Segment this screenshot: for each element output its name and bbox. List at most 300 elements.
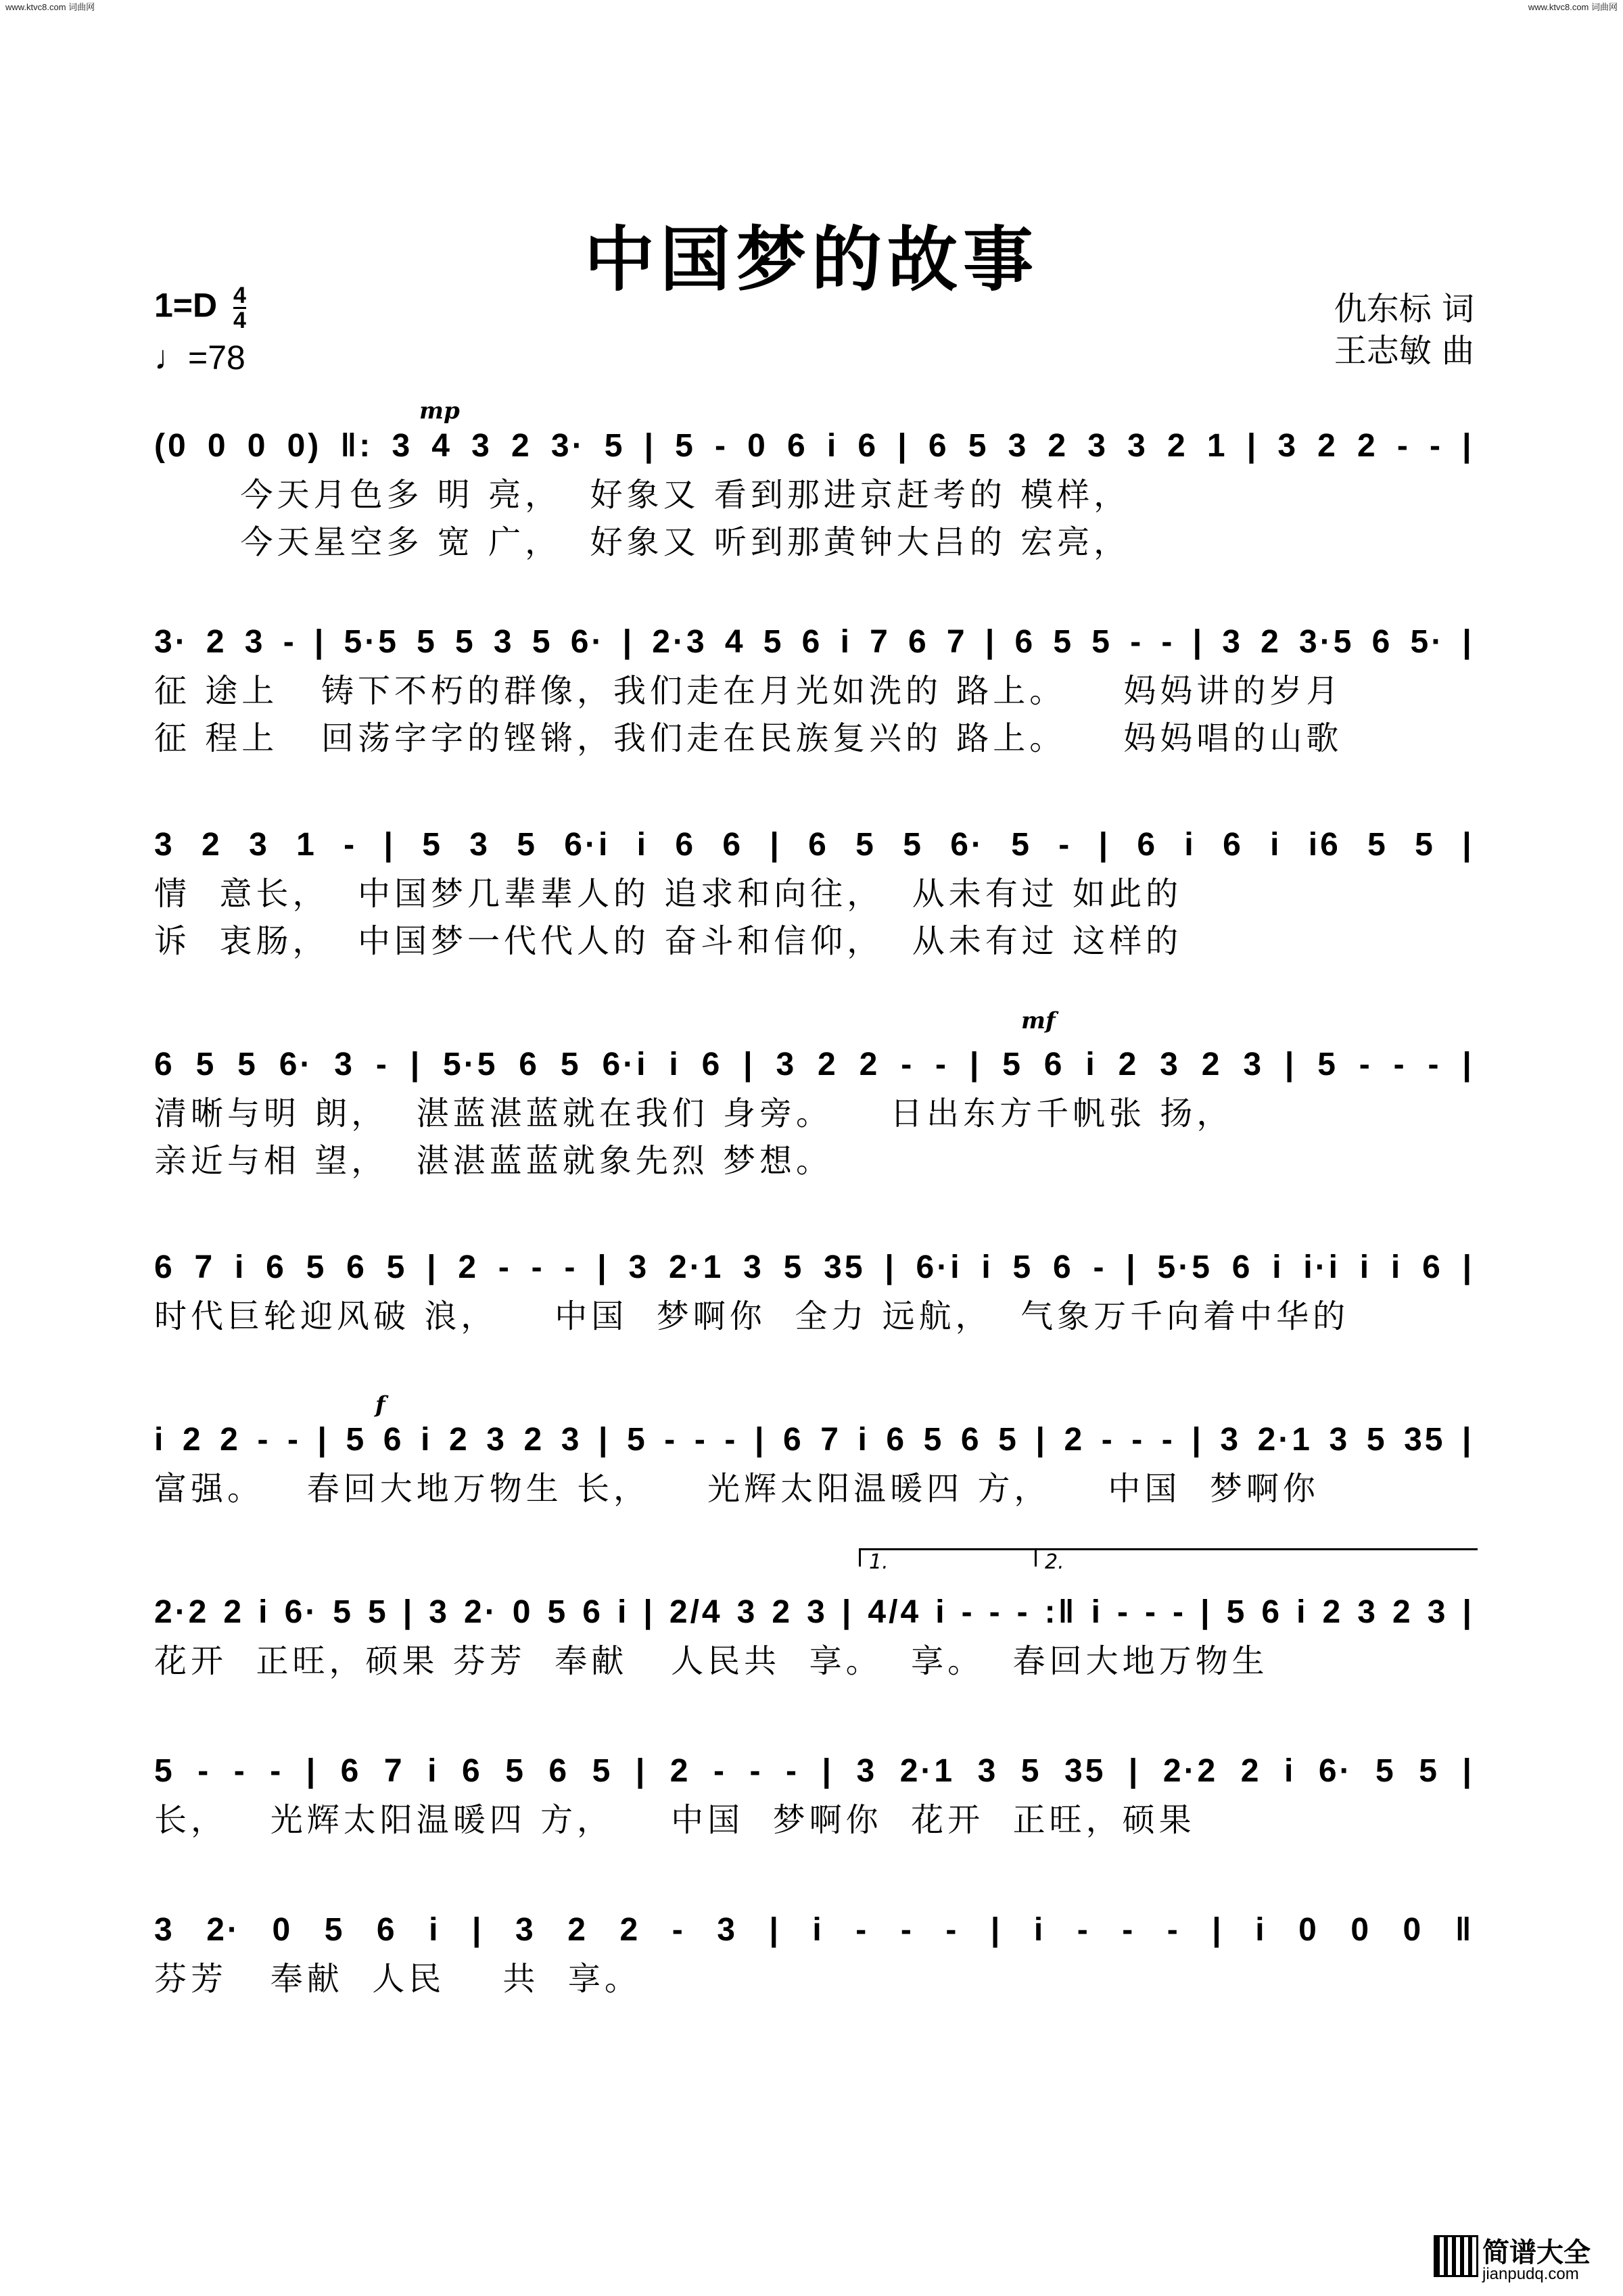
note-token: - (961, 1594, 975, 1630)
barline: | (743, 1047, 755, 1082)
note-token: 5 (627, 1422, 648, 1458)
note-token: 2 (1048, 428, 1069, 464)
note-token: - (283, 624, 297, 660)
note-token: 3· (550, 428, 586, 464)
barline: :‖ (1044, 1594, 1077, 1630)
note-token: - (531, 1249, 545, 1285)
note-token: 2 (772, 1594, 793, 1630)
note-token: 7 (946, 624, 968, 660)
note-token: i·i (1303, 1249, 1340, 1285)
note-token: - (935, 1047, 949, 1082)
note-token: 3 (1329, 1422, 1350, 1458)
note-token: 5 (1091, 624, 1112, 660)
note-token: 5 (1317, 1047, 1338, 1082)
note-token: 6 (1014, 624, 1036, 660)
note-token: 3 (334, 1047, 355, 1082)
note-token: 5 (368, 1594, 389, 1630)
note-token: 5 (324, 1912, 346, 1948)
note-token: - (989, 1594, 1003, 1630)
barline: | (985, 624, 997, 660)
note-token: i (981, 1249, 993, 1285)
note-token: 3 (1220, 1422, 1242, 1458)
note-token: - (901, 1047, 915, 1082)
note-token: 2·1 (668, 1249, 724, 1285)
note-token: i (427, 1753, 440, 1789)
note-token: i (669, 1047, 681, 1082)
site-logo[interactable] (1434, 2235, 1603, 2282)
note-token: 5 (1415, 827, 1436, 863)
note-token: 3 (244, 624, 266, 660)
dynamic-f: f (375, 1391, 385, 1418)
note-token: i (617, 1594, 630, 1630)
note-token: 6·i (916, 1249, 962, 1285)
note-token: 3 (743, 1249, 764, 1285)
note-token: 5 (1419, 1753, 1440, 1789)
note-token: 5 (903, 827, 924, 863)
note-token: 6 (808, 827, 829, 863)
barline: | (769, 1912, 781, 1948)
lyrics-verse1-line: 长， 光辉太阳温暖四 方， 中国 梦啊你 花开 正旺，硕果 (154, 1801, 1196, 1839)
note-token: 6 (376, 1912, 398, 1948)
note-token: 7 (820, 1422, 841, 1458)
lyrics-verse2-line: 征 程上 回荡字字的铿锵，我们走在民族复兴的 路上。 妈妈唱的山歌 (154, 719, 1343, 757)
barline: | (1128, 1753, 1141, 1789)
note-token: 3 (807, 1594, 828, 1630)
note-token: 6 (722, 827, 744, 863)
note-token: 5 (422, 827, 443, 863)
note-token: 6 (1043, 1047, 1065, 1082)
note-token: - (1430, 428, 1444, 464)
notation-line (154, 1893, 1474, 1967)
note-token: - (1077, 1912, 1091, 1948)
note-token: 6 (1137, 827, 1158, 863)
barline: | (1462, 1753, 1474, 1789)
note-token: 3 (515, 1912, 536, 1948)
note-token: 4/4 (868, 1594, 922, 1630)
barline: | (635, 1753, 648, 1789)
note-token: - (344, 827, 358, 863)
note-token: i (857, 1422, 870, 1458)
lyrics-verse1-line: 时代巨轮迎风破 浪， 中国 梦啊你 全力 远航， 气象万千向着中华的 (154, 1297, 1350, 1335)
note-token: i (1033, 1912, 1046, 1948)
barline: | (841, 1594, 854, 1630)
note-token: 3 (471, 428, 492, 464)
note-token: 6· (570, 624, 605, 660)
note-token: 2 (1357, 428, 1378, 464)
note-token: 2 (1064, 1422, 1085, 1458)
barline: | (598, 1422, 611, 1458)
note-token: i (935, 1594, 947, 1630)
note-token: - (564, 1249, 578, 1285)
time-signature (233, 284, 246, 332)
barline: | (1200, 1594, 1213, 1630)
note-token: i (840, 624, 852, 660)
note-token: 5 (154, 1753, 175, 1789)
note-token: 3 (561, 1422, 582, 1458)
note-token: 3 (1008, 428, 1029, 464)
note-token: 5 (1002, 1047, 1023, 1082)
note-token: 5 (560, 1047, 582, 1082)
note-token: - (900, 1912, 914, 1948)
note-token: - (1131, 1422, 1146, 1458)
note-token: 3 (1127, 428, 1148, 464)
lyrics-verse1-line: 征 途上 铸下不朽的群像，我们走在月光如洗的 路上。 妈妈讲的岁月 (154, 672, 1343, 710)
note-token: 5 (1020, 1753, 1042, 1789)
note-token: 2·1 (1257, 1422, 1313, 1458)
note-token: 6 (782, 1422, 804, 1458)
barline: | (622, 624, 635, 660)
note-token: 5 (592, 1753, 613, 1789)
note-token: 3 (1087, 428, 1108, 464)
note-token: - (855, 1912, 870, 1948)
note-token: 3 (1277, 428, 1299, 464)
score-system-6 (154, 1403, 1474, 1477)
note-token: 3 (486, 1422, 507, 1458)
note-token: 5 (417, 624, 438, 660)
note-token: 6 (266, 1249, 287, 1285)
note-token: - (1359, 1047, 1373, 1082)
note-token: 2 (818, 1047, 839, 1082)
note-token: i (1091, 1594, 1103, 1630)
note-token: 2 (1201, 1047, 1223, 1082)
barline: ‖: (340, 428, 373, 464)
note-token: i (1284, 1753, 1296, 1789)
note-token: 2 (1322, 1594, 1344, 1630)
barline: | (990, 1912, 1003, 1948)
note-token: 6 (801, 624, 823, 660)
note-token: 2 (223, 1594, 245, 1630)
note-token: 5 (547, 1594, 569, 1630)
lyrics-verse2-line: 诉 衷肠， 中国梦一代代人的 奋斗和信仰， 从未有过 这样的 (154, 922, 1183, 960)
note-token: - (375, 1047, 390, 1082)
barline: | (885, 1249, 897, 1285)
note-token: 2 (206, 624, 227, 660)
note-token: 5 (517, 827, 538, 863)
note-token: 6· (279, 1047, 314, 1082)
note-token: 6 (787, 428, 808, 464)
note-token: 5 (195, 1047, 217, 1082)
note-token: 6 (886, 1422, 908, 1458)
note-token: - (1173, 1594, 1187, 1630)
barline: | (383, 827, 396, 863)
note-token: i (1085, 1047, 1098, 1082)
dynamic-mf: mf (1021, 1007, 1056, 1034)
note-token: 2 (1261, 624, 1281, 660)
note-token: 5 (346, 1422, 367, 1458)
note-token: 7 (194, 1249, 216, 1285)
note-token: i (1272, 1249, 1284, 1285)
barline: | (1462, 1594, 1474, 1630)
volta-first-ending: 1. (859, 1548, 1038, 1566)
note-token: - (1393, 1047, 1407, 1082)
note-token: i (258, 1594, 270, 1630)
note-token: 5 (1366, 1422, 1388, 1458)
note-token: - (1145, 1594, 1158, 1630)
note-token: 0 (272, 1912, 293, 1948)
note-token: i (235, 1249, 247, 1285)
lyricist-credit: 仇东标 词 (1334, 290, 1474, 328)
note-token: 3 (154, 1912, 175, 1948)
note-token: 6· (1318, 1753, 1353, 1789)
barline: | (1212, 1912, 1224, 1948)
key-label: 1=D (154, 286, 218, 325)
note-token: 2 (202, 827, 222, 863)
note-token: 2 (511, 428, 532, 464)
note-token: 3 (1427, 1594, 1449, 1630)
note-token: 6· (950, 827, 985, 863)
note-token: 2 (1240, 1753, 1262, 1789)
note-token: 2 (220, 1422, 241, 1458)
note-token: 2 (458, 1249, 479, 1285)
note-token: 6 (1223, 827, 1244, 863)
notation-line (154, 1734, 1474, 1809)
note-token: 5 (237, 1047, 258, 1082)
score-system-2 (154, 605, 1474, 679)
note-token: 3 (154, 827, 175, 863)
barline: | (402, 1594, 415, 1630)
note-token: 2 (619, 1912, 641, 1948)
barline: | (1192, 624, 1204, 660)
note-token: 5·5 (1157, 1249, 1213, 1285)
lyrics-verse1-line: 清晰与明 朗， 湛蓝湛蓝就在我们 身旁。 日出东方千帆张 扬， (154, 1095, 1233, 1132)
score-system-1 (154, 409, 1474, 483)
barline: | (1462, 1047, 1474, 1082)
score-system-7 (154, 1575, 1474, 1650)
note-token: 5 (763, 624, 784, 660)
note-token: - (672, 1912, 686, 1948)
barline: | (1126, 1249, 1138, 1285)
note-token: 5 (1011, 827, 1032, 863)
note-token: 5 (505, 1753, 526, 1789)
note-token: - (287, 1422, 301, 1458)
note-token: 0 (1403, 1912, 1424, 1948)
barline: | (770, 827, 782, 863)
note-token: 0 (247, 428, 268, 464)
note-token: - (1116, 1594, 1131, 1630)
note-token: 6 (1053, 1249, 1074, 1285)
note-token: 6 (346, 1249, 367, 1285)
notation-line (154, 1403, 1474, 1477)
score-system-8 (154, 1734, 1474, 1809)
note-token: - (945, 1912, 960, 1948)
note-token: 3 (1243, 1047, 1265, 1082)
note-token: 5 (1053, 624, 1075, 660)
note-token: 2· (464, 1594, 498, 1630)
note-token: 0 (512, 1594, 534, 1630)
note-token: 6· (284, 1594, 319, 1630)
barline: | (314, 624, 327, 660)
time-sig-bottom: 4 (233, 308, 246, 333)
note-token: 4 (724, 624, 746, 660)
note-token: 5 (1012, 1249, 1034, 1285)
logo-url: jianpudq.com (1482, 2265, 1579, 2283)
note-token: 2·2 (1162, 1753, 1219, 1789)
note-token: - (664, 1422, 678, 1458)
note-token: 6 (857, 428, 879, 464)
note-token: 0 (747, 428, 768, 464)
lyrics-verse1-line: 富强。 春回大地万物生 长， 光辉太阳温暖四 方， 中国 梦啊你 (154, 1470, 1319, 1508)
note-token: 6 (154, 1047, 175, 1082)
note-token: 0 (207, 428, 229, 464)
tempo-marking: ♩=78 (154, 339, 245, 377)
barline: | (317, 1422, 329, 1458)
barline: | (597, 1249, 609, 1285)
barline: | (1035, 1422, 1048, 1458)
note-token: 3 (392, 428, 413, 464)
barline: | (1462, 827, 1474, 863)
note-token: 6 (675, 827, 697, 863)
note-token: 2 (1392, 1594, 1413, 1630)
logo-name: 简谱大全 (1482, 2237, 1591, 2268)
note-token: 3 (628, 1249, 650, 1285)
note-token: 2 (182, 1422, 204, 1458)
note-token: 6 (1422, 1249, 1443, 1285)
note-token: 7 (870, 624, 891, 660)
lyrics-verse1-line: 芬芳 奉献 人民 共 享。 (154, 1960, 641, 1998)
score-system-3 (154, 808, 1474, 882)
barline: | (969, 1047, 982, 1082)
note-token: 6 (701, 1047, 723, 1082)
note-token: - (197, 1753, 212, 1789)
note-token: 5 (532, 624, 553, 660)
note-token: i6 (1308, 827, 1341, 863)
note-token: 6 (340, 1753, 362, 1789)
note-token: - (1167, 1912, 1181, 1948)
note-token: - (1130, 624, 1144, 660)
note-token: - (270, 1753, 284, 1789)
note-token: 5·5 (443, 1047, 498, 1082)
lyrics-verse2-line: 今天星空多 宽 广， 好象又 听到那黄钟大吕的 宏亮， (154, 523, 1131, 561)
note-token: 3 (429, 1594, 450, 1630)
note-token: 6 (154, 1249, 175, 1285)
barline: | (1462, 1422, 1474, 1458)
note-token: 2· (206, 1912, 241, 1948)
barline: | (1246, 428, 1259, 464)
note-token: - (694, 1422, 708, 1458)
barline: | (1462, 1249, 1474, 1285)
note-token: - (713, 1753, 727, 1789)
note-token: 5· (1410, 624, 1445, 660)
score-system-4 (154, 1028, 1474, 1102)
note-token: 6 (519, 1047, 540, 1082)
notation-line (154, 409, 1474, 483)
note-token: 5 (968, 428, 989, 464)
note-token: - (715, 428, 729, 464)
note-token: 1 (296, 827, 317, 863)
note-token: - (749, 1753, 763, 1789)
note-token: 0) (287, 428, 322, 464)
note-token: 3 (1160, 1047, 1181, 1082)
note-token: 6 (960, 1422, 982, 1458)
barline: | (306, 1753, 319, 1789)
note-token: 6 (548, 1753, 570, 1789)
note-token: 2 (523, 1422, 545, 1458)
note-token: 2 (1317, 428, 1338, 464)
note-token: - (1093, 1249, 1107, 1285)
score-system-5 (154, 1230, 1474, 1305)
watermark-top-right: www.ktvc8.com 词曲网 (1528, 2, 1618, 12)
song-title: 中国梦的故事 (584, 218, 1039, 301)
barline: | (410, 1047, 423, 1082)
note-token: i (1270, 827, 1282, 863)
note-token: 6·i (602, 1047, 649, 1082)
barline: | (822, 1753, 834, 1789)
note-token: - (1396, 428, 1411, 464)
lyrics-verse1-line: 情 意长， 中国梦几辈辈人的 追求和向往， 从未有过 如此的 (154, 875, 1183, 913)
note-token: 2·1 (899, 1753, 956, 1789)
lyrics-verse2-line: 亲近与相 望， 湛湛蓝蓝就象先烈 梦想。 (154, 1142, 833, 1180)
dynamic-mp: mp (419, 398, 460, 425)
note-token: 1 (1206, 428, 1228, 464)
lyrics-verse1-line: 今天月色多 明 亮， 好象又 看到那进京赶考的 模样， (154, 476, 1131, 514)
note-token: 35 (1404, 1422, 1446, 1458)
note-token: 6 (1371, 624, 1393, 660)
note-token: 2 (448, 1422, 470, 1458)
notation-line (154, 808, 1474, 882)
barline: | (1462, 428, 1474, 464)
note-token: - (786, 1753, 799, 1789)
note-token: i (1255, 1912, 1267, 1948)
note-token: 5 (1375, 1753, 1396, 1789)
note-token: 2 (1167, 428, 1188, 464)
note-token: 35 (824, 1249, 866, 1285)
note-token: i (1390, 1249, 1403, 1285)
lyrics-verse1-line: 花开 正旺，硕果 芬芳 奉献 人民共 享。 享。 春回大地万物生 (154, 1642, 1269, 1680)
note-token: 5 (1367, 827, 1388, 863)
note-token: (0 (154, 428, 189, 464)
note-token: 6 (582, 1594, 603, 1630)
notation-line (154, 1575, 1474, 1650)
note-token: 7 (383, 1753, 405, 1789)
note-token: 3 (977, 1753, 999, 1789)
note-token: 3 (469, 827, 490, 863)
barline: | (643, 1594, 655, 1630)
barline: | (897, 428, 910, 464)
notation-line (154, 1028, 1474, 1102)
note-token: 6 (1261, 1594, 1283, 1630)
note-token: 3 (736, 1594, 758, 1630)
note-token: 5 (455, 624, 476, 660)
note-token: - (233, 1753, 248, 1789)
note-token: - (1161, 1422, 1175, 1458)
watermark-top-left: www.ktvc8.com 词曲网 (5, 2, 95, 12)
note-token: - (1058, 827, 1073, 863)
note-token: 2 (859, 1047, 880, 1082)
note-token: 6 (461, 1753, 483, 1789)
barline: | (754, 1422, 767, 1458)
barline: | (1284, 1047, 1297, 1082)
note-token: 3 (1222, 624, 1243, 660)
note-token: 2·3 (652, 624, 707, 660)
note-token: - (257, 1422, 271, 1458)
note-token: i (421, 1422, 433, 1458)
note-token: 3 (717, 1912, 738, 1948)
note-token: i (1359, 1249, 1372, 1285)
note-token: - (1101, 1422, 1115, 1458)
barline: | (644, 428, 657, 464)
note-token: 5 (306, 1249, 327, 1285)
note-token: i (1184, 827, 1196, 863)
note-token: 5 (386, 1249, 408, 1285)
note-token: 3· (154, 624, 189, 660)
note-token: 6 (383, 1422, 404, 1458)
note-token: i (429, 1912, 441, 1948)
barline: ‖ (1455, 1912, 1474, 1948)
note-token: 5 (333, 1594, 354, 1630)
note-token: 5 (604, 428, 626, 464)
note-token: 2 (1118, 1047, 1139, 1082)
piano-keys-icon (1434, 2235, 1478, 2277)
